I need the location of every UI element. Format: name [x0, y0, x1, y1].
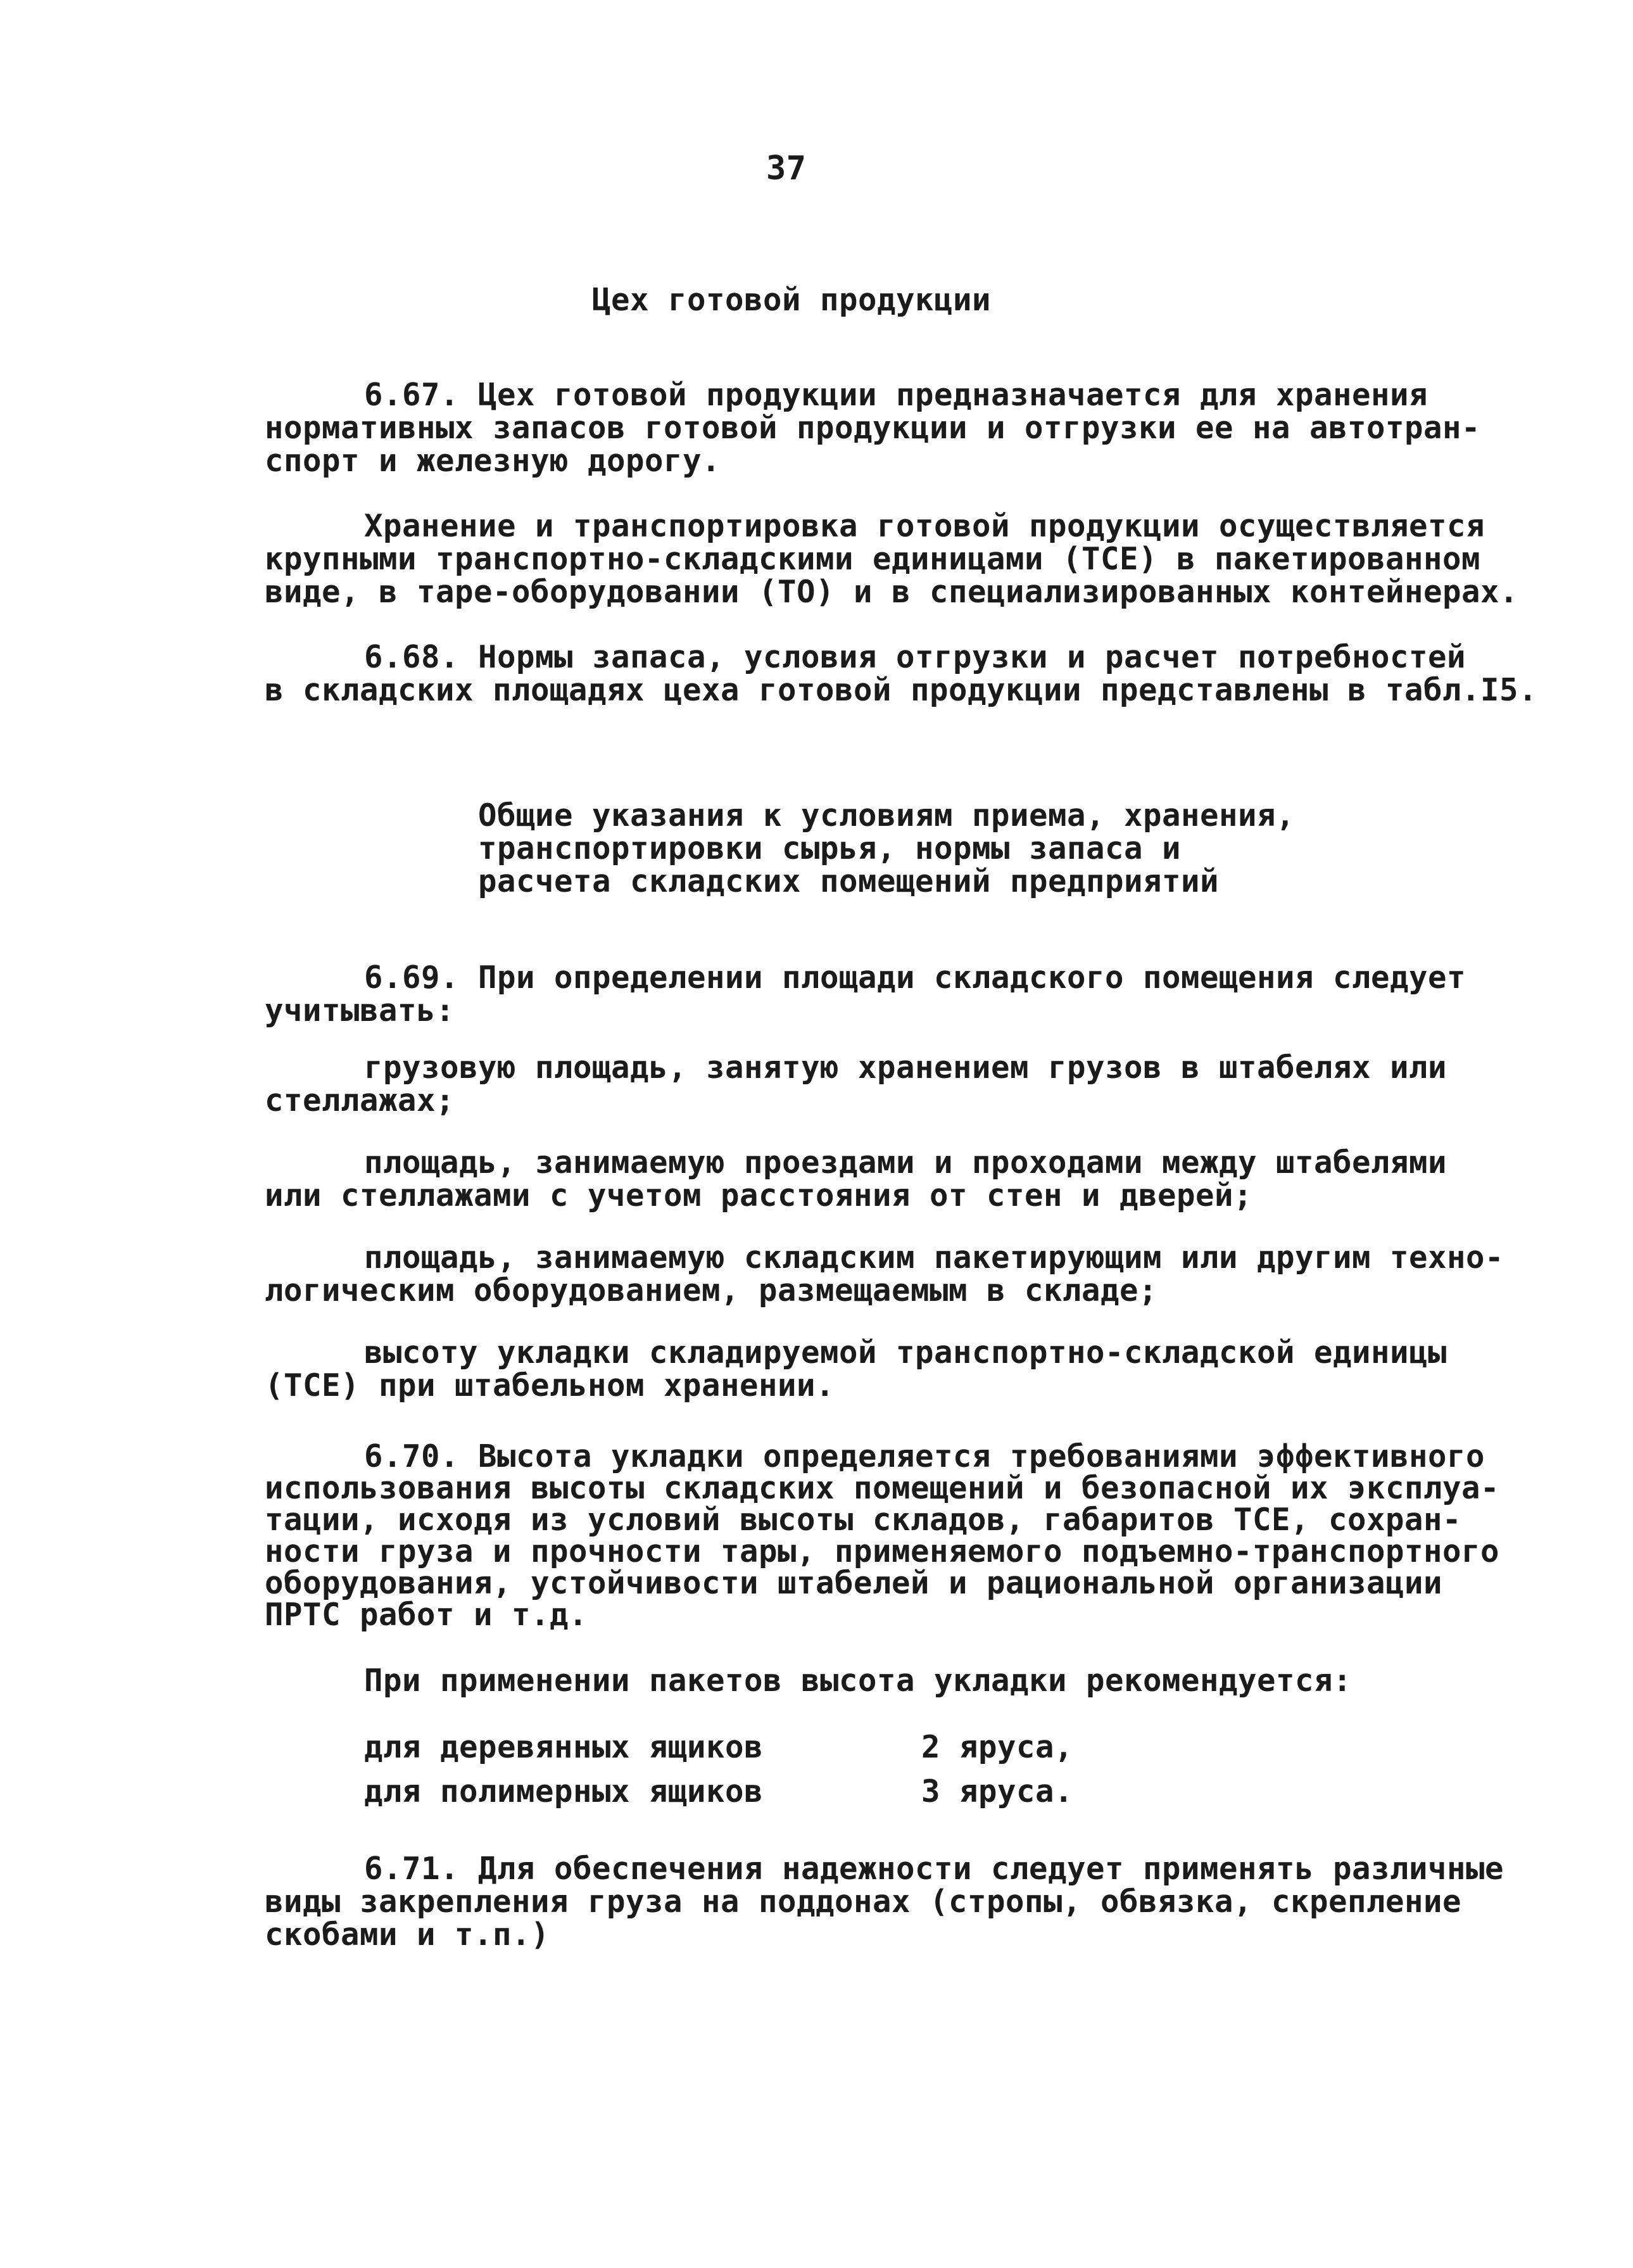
paragraph-6-70-line-5: оборудования, устойчивости штабелей и рациональной организации	[265, 1565, 1443, 1601]
page-number: 37	[766, 149, 807, 187]
stacking-row-2-label: для полимерных ящиков	[364, 1773, 764, 1809]
paragraph-6-68-line-1: 6.68. Нормы запаса, условия отгрузки и расчет потребностей	[364, 639, 1466, 675]
paragraph-6-71-line-2: виды закрепления груза на поддонах (стропы, обвязка, скрепление	[265, 1884, 1462, 1920]
stacking-row-2-value: 3 яруса.	[921, 1773, 1074, 1809]
paragraph-storage-line-1: Хранение и транспортировка готовой продукции осуществляется	[364, 508, 1485, 544]
paragraph-6-69-line-2: учитывать:	[265, 992, 455, 1029]
subsection-title-line-3: расчета складских помещений предприятий	[478, 863, 1220, 899]
list-item-4-line-2: (ТСЕ) при штабельном хранении.	[265, 1367, 835, 1403]
list-item-3-line-1: площадь, занимаемую складским пакетирующим или другим техно-	[364, 1239, 1504, 1276]
paragraph-6-70-line-1: 6.70. Высота укладки определяется требованиями эффективного	[364, 1438, 1485, 1474]
list-item-2-line-2: или стеллажами с учетом расстояния от стен и дверей;	[265, 1177, 1253, 1213]
subsection-title-line-1: Общие указания к условиям приема, хранения,	[478, 797, 1296, 833]
paragraph-6-70-line-3: тации, исходя из условий высоты складов, габаритов ТСЕ, сохран-	[265, 1502, 1462, 1538]
paragraph-6-67-line-3: спорт и железную дорогу.	[265, 443, 721, 479]
stacking-row-1-value: 2 яруса,	[921, 1729, 1074, 1765]
paragraph-6-71-line-3-clip	[265, 1916, 708, 1953]
paragraph-6-70-line-4: ности груза и прочности тары, применяемого подъемно-транспортного	[265, 1533, 1500, 1569]
paragraph-storage-line-3: виде, в таре-оборудовании (ТО) и в специализированных контейнерах.	[265, 574, 1519, 610]
paragraph-storage-line-2: крупными транспортно-складскими единицами (ТСЕ) в пакетированном	[265, 541, 1481, 577]
list-item-1-line-2: стеллажах;	[265, 1082, 455, 1118]
paragraph-6-70-line-6: ПРТС работ и т.д.	[265, 1597, 588, 1633]
list-item-3-line-2: логическим оборудованием, размещаемым в складе;	[265, 1272, 1158, 1308]
paragraph-6-71-line-1: 6.71. Для обеспечения надежности следует применять различные	[364, 1851, 1504, 1887]
subsection-title-line-2: транспортировки сырья, нормы запаса и	[478, 830, 1182, 866]
paragraph-6-67-line-2: нормативных запасов готовой продукции и отгрузки ее на автотран-	[265, 410, 1481, 446]
section-title: Цех готовой продукции	[592, 282, 992, 318]
paragraph-6-70-line-2: использования высоты складских помещений и безопасной их эксплуа-	[265, 1470, 1500, 1506]
paragraph-6-71-line-3: скобами и т.п.)	[265, 1916, 550, 1953]
paragraph-6-68-line-2: в складских площадях цеха готовой продукции представлены в табл.I5.	[265, 672, 1538, 708]
paragraph-6-69-line-1: 6.69. При определении площади складского помещения следует	[364, 960, 1466, 996]
list-item-2-line-1: площадь, занимаемую проездами и проходами между штабелями	[364, 1144, 1447, 1181]
list-item-4-line-1: высоту укладки складируемой транспортно-складской единицы	[364, 1334, 1447, 1371]
paragraph-packets: При применении пакетов высота укладки рекомендуется:	[364, 1663, 1352, 1699]
list-item-1-line-1: грузовую площадь, занятую хранением грузов в штабелях или	[364, 1049, 1447, 1086]
stacking-row-1-label: для деревянных ящиков	[364, 1729, 764, 1765]
paragraph-6-67-line-1: 6.67. Цех готовой продукции предназначается для хранения	[364, 377, 1428, 413]
